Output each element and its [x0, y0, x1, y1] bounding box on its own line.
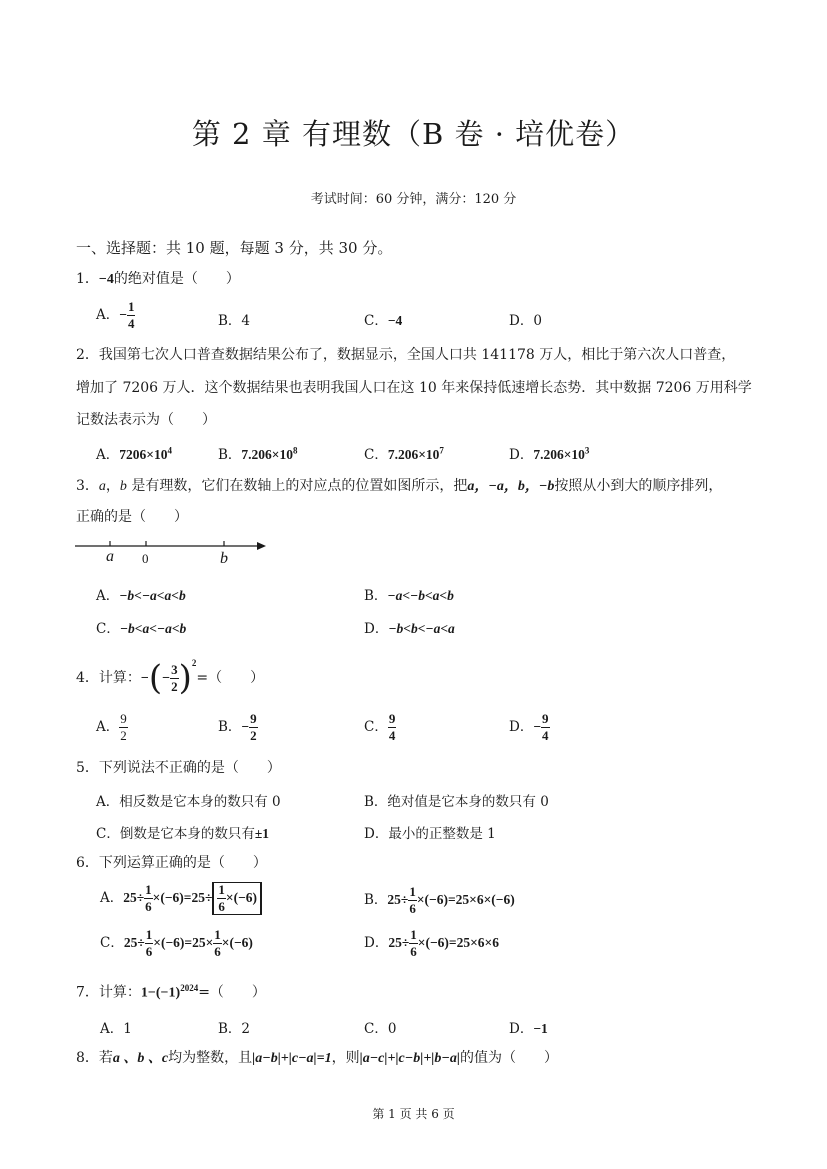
exam-info: 考试时间：60 分钟，满分：120 分 [310, 192, 517, 207]
numerator: 9 [120, 711, 127, 726]
question-text: 7．计算： [76, 984, 141, 1001]
denominator: 4 [127, 316, 135, 331]
question-7 [76, 978, 266, 1004]
q6-option-c [100, 928, 253, 959]
math-expression: a，−a，b，−b [467, 479, 555, 494]
numerator: 1 [127, 299, 135, 314]
math-expression: −b<b<−a<a [388, 621, 455, 636]
exponent: 7 [439, 445, 444, 456]
math-expression: 25÷ [123, 935, 145, 950]
option-label: B． [364, 588, 388, 604]
numerator: 1 [145, 882, 152, 897]
numerator: 9 [542, 711, 549, 726]
question-3-line-1 [76, 476, 722, 497]
math-expression: 7206×10 [119, 447, 168, 462]
numerator: 9 [250, 711, 257, 726]
q4-option-b [218, 712, 258, 743]
math-expression: 7.206×10 [387, 447, 440, 462]
option-label: D． [509, 1021, 534, 1037]
fraction [409, 928, 418, 959]
exponent: 8 [293, 445, 298, 456]
axis-label-0: 0 [142, 551, 149, 566]
option-label: C． [364, 313, 388, 329]
question-number: 3． [76, 478, 99, 494]
numerator: 9 [388, 711, 396, 726]
option-label: B． [218, 447, 242, 463]
option-label: A． [100, 890, 124, 906]
q1-option-a [96, 300, 135, 331]
fraction [213, 928, 222, 959]
axis-label-b: b [220, 550, 228, 567]
math-expression: |a−c|+|c−b|+|b−a| [359, 1051, 460, 1066]
minus-sign: − [241, 719, 250, 734]
section-heading: 一、选择题：共 10 题，每题 3 分，共 30 分。 [76, 239, 393, 257]
q6-option-b [364, 885, 515, 916]
numerator: 1 [214, 927, 221, 942]
q4-option-a [96, 712, 128, 743]
q3-option-b [364, 584, 454, 604]
denominator: 6 [145, 899, 152, 914]
q1-option-d: D．0 [509, 313, 542, 329]
question-number: 1． [76, 271, 99, 287]
math-expression: ×(−6)=25÷ [152, 890, 213, 905]
exponent: 2 [191, 658, 197, 668]
question-text: =（ ） [196, 670, 265, 686]
math-expression: |a−b|+|c−a|=1 [252, 1051, 332, 1066]
math-expression: ×(−6)=25× [153, 935, 214, 950]
math-expression: ×(−6) [225, 890, 258, 905]
minus-sign: − [162, 671, 171, 686]
math-expression: 25÷ [388, 935, 410, 950]
question-text: 的绝对值是（ ） [113, 271, 240, 287]
fraction [388, 712, 397, 743]
fraction [217, 883, 226, 914]
denominator: 6 [409, 901, 416, 916]
fraction [249, 712, 258, 743]
option-label: D． [364, 935, 389, 951]
denominator: 6 [145, 944, 153, 959]
q6-option-a [100, 882, 262, 915]
variable-b: b [119, 479, 127, 494]
numerator: 1 [218, 882, 225, 897]
q1-option-b: B．4 [218, 313, 251, 329]
denominator: 6 [218, 899, 225, 914]
question-5: 5．下列说法不正确的是（ ） [76, 760, 281, 776]
denominator: 6 [214, 944, 221, 959]
fraction [170, 663, 179, 694]
option-label: D． [364, 621, 389, 637]
separator: ， [105, 478, 120, 494]
option-label: D． [509, 719, 534, 735]
q5-option-c [96, 822, 269, 842]
question-text: 是有理数，它们在数轴上的对应点的位置如图所示，把 [126, 478, 468, 494]
axis-label-a: a [106, 548, 114, 565]
math-expression: −a<−b<a<b [387, 588, 454, 603]
q1-option-c [364, 309, 402, 329]
math-expression: 7.206×10 [533, 447, 585, 462]
fraction [127, 300, 136, 331]
question-2-line-3: 记数法表示为（ ） [76, 412, 216, 428]
question-1 [76, 269, 240, 290]
question-text: ，则 [331, 1050, 360, 1066]
q5-option-d: D．最小的正整数是 1 [364, 826, 496, 842]
minus-sign: − [140, 671, 149, 686]
numerator: 3 [171, 661, 178, 677]
q5-option-b: B．绝对值是它本身的数只有 0 [364, 794, 549, 810]
math-expression: ×(−6)=25×6×6 [417, 935, 499, 950]
math-expression: ×(−6) [221, 935, 253, 950]
math-expression: ×(−6)=25×6×(−6) [416, 892, 515, 907]
fraction [145, 928, 154, 959]
option-label: A． [96, 719, 120, 735]
math-expression: −4 [98, 272, 114, 287]
minus-sign: − [533, 719, 542, 734]
question-text: 4．计算： [76, 670, 141, 686]
q3-option-c [96, 617, 186, 637]
option-label: B． [364, 892, 388, 908]
denominator: 2 [250, 728, 257, 743]
q2-option-d [509, 443, 589, 463]
arrow-head-icon [257, 542, 266, 550]
option-label: B． [218, 719, 242, 735]
q4-option-c [364, 712, 396, 743]
option-label: A． [96, 447, 120, 463]
denominator: 2 [171, 678, 178, 694]
math-expression: ±1 [254, 826, 270, 841]
number-line-diagram [72, 532, 272, 568]
numerator: 1 [409, 884, 416, 899]
option-label: C． [364, 447, 388, 463]
question-4 [76, 653, 265, 698]
question-text: 按照从小到大的顺序排列， [554, 478, 723, 494]
right-paren: ) [178, 658, 192, 698]
option-text: C．倒数是它本身的数只有 [96, 826, 255, 842]
question-text: =（ ） [198, 984, 266, 1001]
denominator: 4 [542, 728, 549, 743]
math-expression: 1−(−1) [140, 985, 181, 1001]
denominator: 6 [410, 944, 417, 959]
q3-option-a [96, 584, 186, 604]
question-2-line-2: 增加了 7206 万人．这个数据结果也表明我国人口在这 10 年来保持低速增长态势．其中数据 7206 万用科学 [76, 380, 752, 396]
q7-option-b: B．2 [218, 1021, 251, 1037]
exponent: 4 [167, 445, 172, 456]
exponent: 3 [584, 445, 590, 456]
denominator: 4 [388, 728, 396, 743]
question-text: 均为整数，且 [168, 1050, 253, 1066]
q7-option-a: A．1 [100, 1021, 132, 1037]
numerator: 1 [410, 927, 417, 942]
question-8 [76, 1048, 558, 1069]
minus-sign: − [119, 307, 127, 322]
fraction [119, 712, 128, 743]
q7-option-d [509, 1017, 548, 1037]
option-label: C． [364, 719, 388, 735]
square-bracket-group [212, 882, 262, 915]
q2-option-c [364, 443, 444, 463]
option-label: A． [96, 588, 120, 604]
math-expression: 25÷ [123, 890, 145, 905]
math-expression: −1 [533, 1021, 548, 1036]
q5-option-a: A．相反数是它本身的数只有 0 [96, 794, 281, 810]
page-footer: 第 1 页 共 6 页 [372, 1107, 455, 1121]
option-label: C． [96, 621, 120, 637]
question-2-line-1: 2．我国第七次人口普查数据结果公布了，数据显示，全国人口共 141178 万人，相比于第六次人口普查， [76, 347, 736, 363]
option-label: A． [96, 307, 120, 323]
fraction [144, 883, 153, 914]
question-3-line-2: 正确的是（ ） [76, 509, 188, 525]
question-text: 8．若 [76, 1050, 113, 1066]
math-expression: −4 [387, 313, 403, 328]
q7-option-c: C．0 [364, 1021, 397, 1037]
left-paren: ( [148, 658, 163, 698]
q2-option-b [218, 443, 298, 463]
q2-option-a [96, 443, 172, 463]
math-expression: a 、b 、c [112, 1051, 169, 1066]
exponent: 2024 [180, 983, 199, 993]
numerator: 1 [145, 927, 153, 942]
q4-option-d [509, 712, 550, 743]
denominator: 2 [120, 728, 127, 743]
q3-option-d [364, 617, 455, 637]
fraction [541, 712, 550, 743]
question-text: 的值为（ ） [459, 1050, 558, 1066]
math-expression: −b<a<−a<b [119, 621, 187, 636]
page-title: 第 2 章 有理数（B 卷 · 培优卷） [191, 117, 636, 151]
math-expression: 25÷ [387, 892, 409, 907]
variable-a: a [98, 479, 106, 494]
fraction [408, 885, 417, 916]
question-6: 6．下列运算正确的是（ ） [76, 855, 267, 871]
math-expression: 7.206×10 [241, 447, 293, 462]
math-expression: −b<−a<a<b [119, 588, 186, 603]
option-label: C． [100, 935, 124, 951]
q6-option-d [364, 928, 499, 959]
option-label: D． [509, 447, 534, 463]
